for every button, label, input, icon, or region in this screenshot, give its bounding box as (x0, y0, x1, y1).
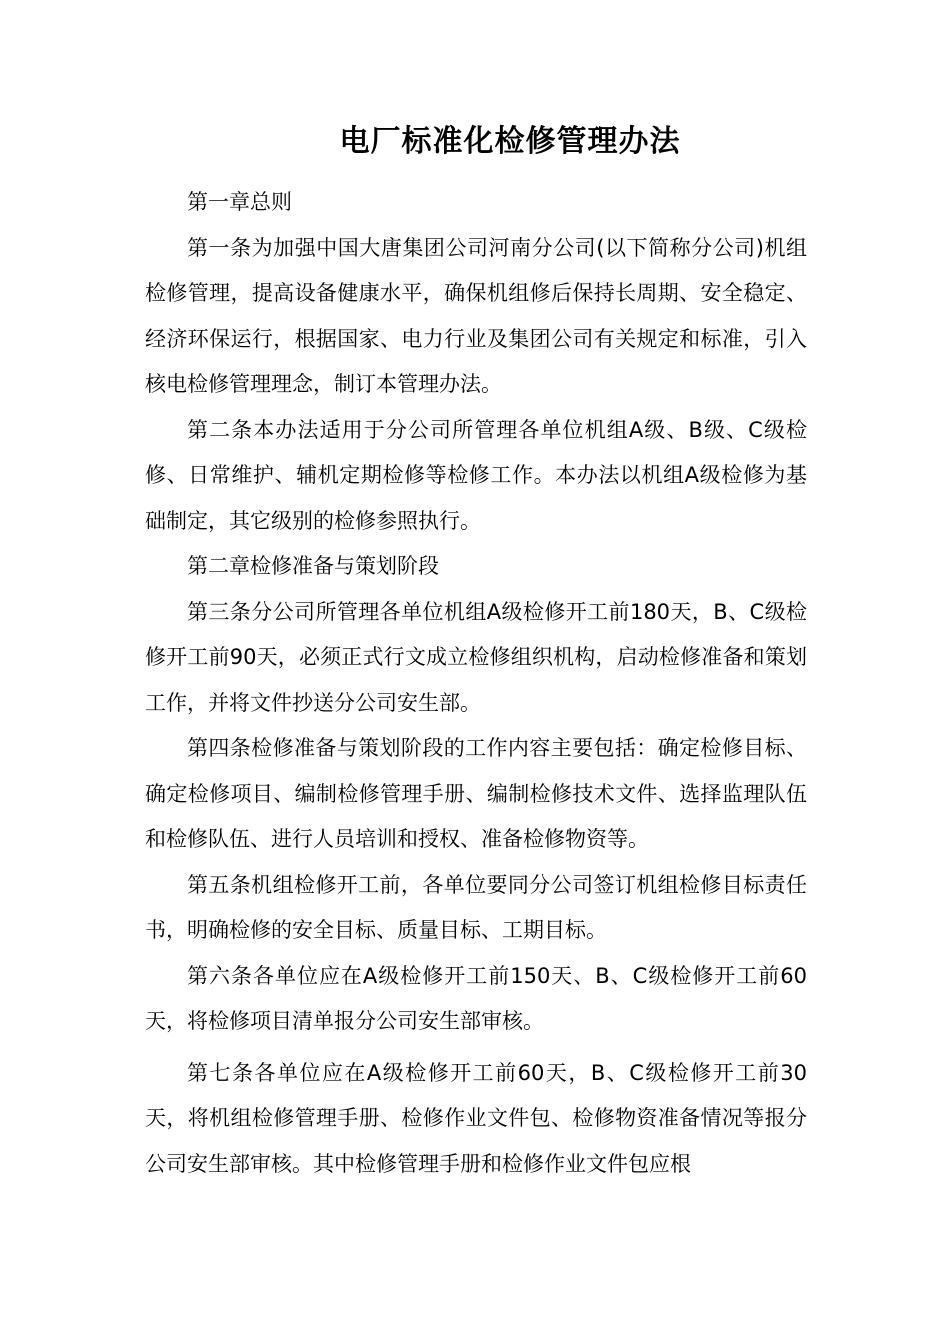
article-paragraph: 第六条各单位应在A级检修开工前150天、B、C级检修开工前60天，将检修项目清单报分公司安生部审核。 (145, 963, 807, 1033)
article-paragraph: 第一条为加强中国大唐集团公司河南分公司(以下简称分公司)机组检修管理，提高设备健康水平，确保机组修后保持长周期、安全稳定、经济环保运行，根据国家、电力行业及集团公司有关规定和标准，引入核电检修管理理念，制订本管理办法。 (145, 235, 807, 396)
chapter-heading: 第一章总则 (187, 190, 292, 214)
article-paragraph: 第二条本办法适用于分公司所管理各单位机组A级、B级、C级检修、日常维护、辅机定期检修等检修工作。本办法以机组A级检修为基础制定，其它级别的检修参照执行。 (145, 417, 807, 533)
document-body (145, 180, 807, 1187)
chapter-heading: 第二章检修准备与策划阶段 (187, 554, 439, 578)
article-paragraph: 第七条各单位应在A级检修开工前60天，B、C级检修开工前30天，将机组检修管理手册、检修作业文件包、检修物资准备情况等报分公司安生部审核。其中检修管理手册和检修作业文件包应根 (145, 1060, 807, 1176)
article-paragraph: 第五条机组检修开工前，各单位要同分公司签订机组检修目标责任书，明确检修的安全目标、质量目标、工期目标。 (145, 872, 807, 942)
article-paragraph: 第三条分公司所管理各单位机组A级检修开工前180天，B、C级检修开工前90天，必须正式行文成立检修组织机构，启动检修准备和策划工作，并将文件抄送分公司安生部。 (145, 599, 807, 715)
document-title: 电厂标准化检修管理办法 (339, 124, 681, 159)
article-paragraph: 第四条检修准备与策划阶段的工作内容主要包括：确定检修目标、确定检修项目、编制检修管理手册、编制检修技术文件、选择监理队伍和检修队伍、进行人员培训和授权、准备检修物资等。 (145, 736, 807, 851)
